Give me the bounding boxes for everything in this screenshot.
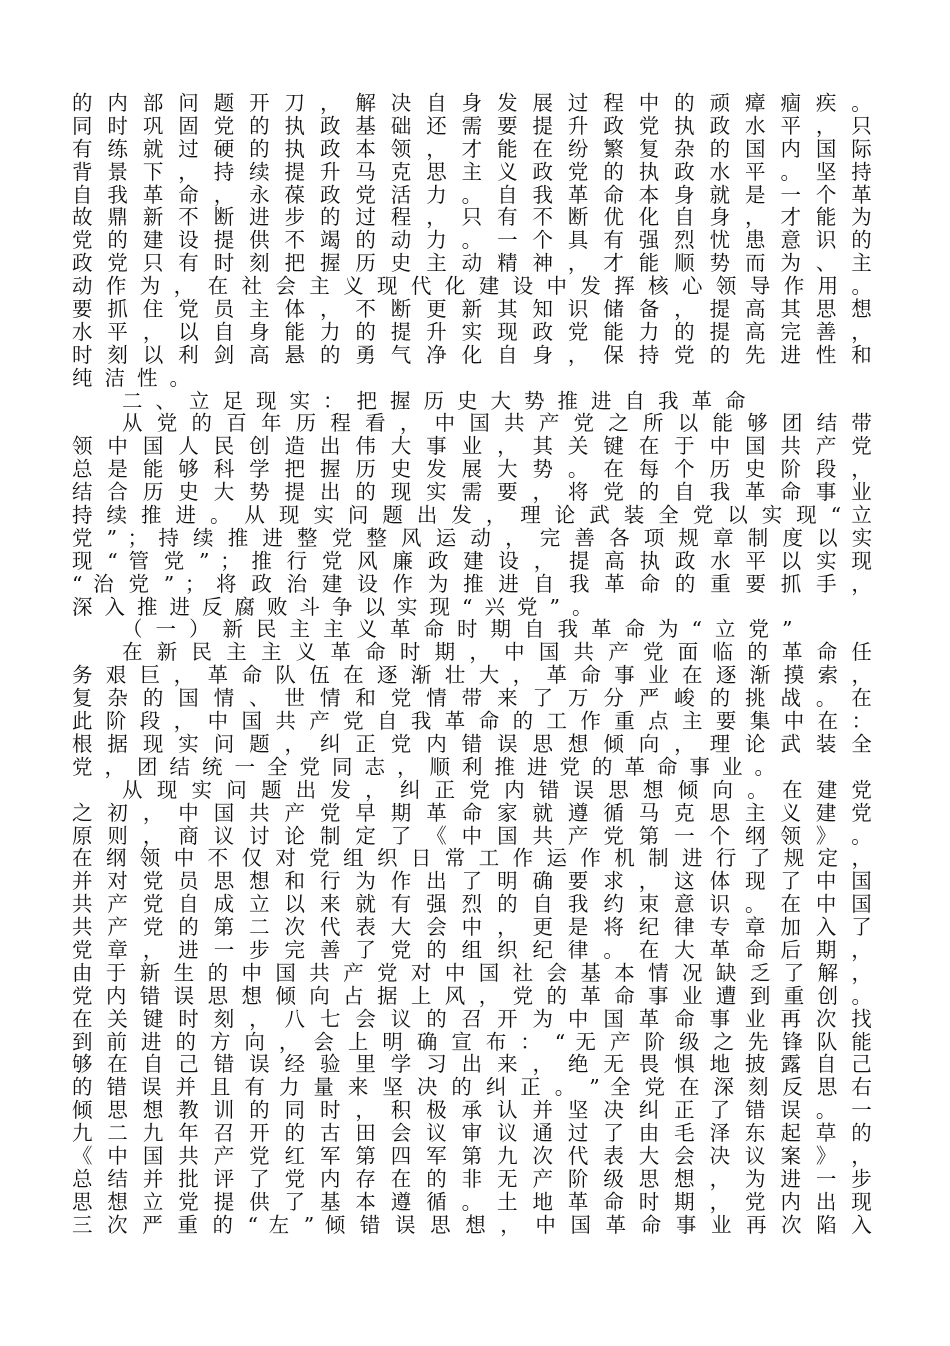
text-line: 纯洁性。 [72, 365, 202, 390]
text-line: 此 阶 段 ， 中 国 共 产 党 自 我 革 命 的 工 作 重 点 主 要 集 中 在 ： [72, 709, 872, 734]
text-line: 思 想 立 党 提 供 了 基 本 遵 循 。 土 地 革 命 时 期 ， 党 内 出 现 [72, 1189, 872, 1214]
text-line: 在 关 键 时 刻 ， 八 七 会 议 的 召 开 为 中 国 革 命 事 业 再 次 找 [72, 1006, 872, 1031]
text-line: 水 平 ， 以 自 身 能 力 的 提 升 实 现 政 党 能 力 的 提 高 完 善 ， [72, 319, 872, 344]
text-line: 要 抓 住 党 员 主 体 ， 不 断 更 新 其 知 识 储 备 ， 提 高 其 思 想 [72, 297, 872, 322]
text-line: 九 二 九 年 召 开 的 古 田 会 议 审 议 通 过 了 由 毛 泽 东 起 草 的 [72, 1121, 872, 1146]
text-line: 够 在 自 己 错 误 经 验 里 学 习 出 来 ， 绝 无 畏 惧 地 披 露 自 己 [72, 1052, 872, 1077]
text-line: 党 ” ； 持 续 推 进 整 党 整 风 运 动 ， 完 善 各 项 规 章 制 度 以 实 [72, 525, 873, 550]
text-line: 党 内 错 误 思 想 倾 向 占 据 上 风 ， 党 的 革 命 事 业 遭 到 重 创 。 [72, 983, 872, 1008]
section-heading: 二、立足现实：把握历史大势推进自我革命 [122, 388, 759, 413]
text-line: 现 “ 管 党 ” ； 推 行 党 风 廉 政 建 设 ， 提 高 执 政 水 平 以 实 现 [72, 548, 872, 573]
text-line: 的 错 误 并 且 有 力 量 来 坚 决 的 纠 正 。 ” 全 党 在 深 刻 反 思 右 [72, 1075, 872, 1100]
text-line: 从 党 的 百 年 历 程 看 ， 中 国 共 产 党 之 所 以 能 够 团 结 带 [122, 411, 872, 436]
text-line: 有 练 就 过 硬 的 执 政 本 领 ， 才 能 在 纷 繁 复 杂 的 国 内 国 际 [72, 136, 872, 161]
text-line: 持 续 推 进 。 从 现 实 问 题 出 发 ， 理 论 武 装 全 党 以 实 现 “ 立 [72, 503, 872, 528]
text-line: 同 时 巩 固 党 的 执 政 基 础 还 需 要 提 升 政 党 执 政 水 平 ， 只 [72, 113, 872, 138]
text-line: 之 初 ， 中 国 共 产 党 早 期 革 命 家 就 遵 循 马 克 思 主 义 建 党 [72, 800, 872, 825]
text-line: 动 作 为 ， 在 社 会 主 义 现 代 化 建 设 中 发 挥 核 心 领 导 作 用 。 [72, 274, 872, 299]
text-line: 共 产 党 自 成 立 以 来 就 有 强 烈 的 自 我 约 束 意 识 。 在 中 国 [72, 892, 872, 917]
text-line: 领 中 国 人 民 创 造 出 伟 大 事 业 ， 其 关 键 在 于 中 国 共 产 党 [72, 434, 872, 459]
text-line: 复 杂 的 国 情 、 世 情 和 党 情 带 来 了 万 分 严 峻 的 挑 战 。 在 [72, 686, 872, 711]
text-line: 背 景 下 ， 持 续 提 升 马 克 思 主 义 政 党 的 执 政 水 平 。 坚 持 [72, 159, 872, 184]
text-line: 党 章 ， 进 一 步 完 善 了 党 的 组 织 纪 律 。 在 大 革 命 后 期 ， [72, 937, 872, 962]
section-heading: （一）新民主主义革命时期自我革命为“立党” [122, 617, 806, 642]
text-line: 结 合 历 史 大 势 提 出 的 现 实 需 要 ， 将 党 的 自 我 革 命 事 业 [72, 480, 872, 505]
text-line: 到 前 进 的 方 向 ， 会 上 明 确 宣 布 ： “ 无 产 阶 级 之 先 锋 队 能 [72, 1029, 872, 1054]
text-line: 由 于 新 生 的 中 国 共 产 党 对 中 国 社 会 基 本 情 况 缺 乏 了 解 ， [72, 960, 872, 985]
text-line: 时 刻 以 利 剑 高 悬 的 勇 气 净 化 自 身 ， 保 持 党 的 先 进 性 和 [72, 342, 872, 367]
text-line: 在 新 民 主 主 义 革 命 时 期 ， 中 国 共 产 党 面 临 的 革 命 任 [122, 640, 872, 665]
text-line: 《 中 国 共 产 党 红 军 第 四 军 第 九 次 代 表 大 会 决 议 案 》 ， [72, 1143, 872, 1168]
text-line: 党 的 建 设 提 供 不 竭 的 动 力 。 一 个 具 有 强 烈 忧 患 意 识 的 [72, 228, 872, 253]
text-line: 的 内 部 问 题 开 刀 ， 解 决 自 身 发 展 过 程 中 的 顽 瘴 痼 疾 。 [72, 91, 872, 115]
text-line: 在 纲 领 中 不 仅 对 党 组 织 日 常 工 作 运 作 机 制 进 行 了 规 定 ， [72, 846, 872, 871]
text-line: 三 次 严 重 的 “ 左 ” 倾 错 误 思 想 ， 中 国 革 命 事 业 再 次 陷 入 [72, 1212, 872, 1237]
text-line: 倾 思 想 教 训 的 同 时 ， 积 极 承 认 并 坚 决 纠 正 了 错 误 。 一 [72, 1098, 872, 1123]
text-line: 共 产 党 的 第 二 次 代 表 大 会 中 ， 更 是 将 纪 律 专 章 加 入 了 [72, 915, 872, 940]
text-line: 深入推进反腐败斗争以实现“兴党”。 [72, 594, 605, 619]
text-line: 自 我 革 命 ， 永 葆 政 党 活 力 。 自 我 革 命 本 身 就 是 一 个 革 [72, 182, 872, 207]
text-line: 从 现 实 问 题 出 发 ， 纠 正 党 内 错 误 思 想 倾 向 。 在 建 党 [122, 777, 872, 802]
text-line: “ 治 党 ” ； 将 政 治 建 设 作 为 推 进 自 我 革 命 的 重 要 抓 手 ， [72, 571, 872, 596]
text-line: 务 艰 巨 ， 革 命 队 伍 在 逐 渐 壮 大 ， 革 命 事 业 在 逐 渐 摸 索 ， [72, 663, 872, 688]
text-line: 根 据 现 实 问 题 ， 纠 正 党 内 错 误 思 想 倾 向 ， 理 论 武 装 全 [72, 731, 872, 756]
text-line: 故 鼎 新 不 断 进 步 的 过 程 ， 只 有 不 断 优 化 自 身 ， 才 能 为 [72, 205, 872, 230]
text-line: 总 是 能 够 科 学 把 握 历 史 发 展 大 势 。 在 每 个 历 史 阶 段 ， [72, 457, 872, 482]
text-line: 政 党 只 有 时 刻 把 握 历 史 主 动 精 神 ， 才 能 顺 势 而 为 、 主 [72, 251, 872, 276]
text-line: 党，团结统一全党同志，顺利推进党的革命事业。 [72, 754, 787, 779]
text-line: 原 则 ， 商 议 讨 论 制 定 了 《 中 国 共 产 党 第 一 个 纲 领 》 。 [72, 823, 872, 848]
text-line: 总 结 并 批 评 了 党 内 存 在 的 非 无 产 阶 级 思 想 ， 为 进 一 步 [72, 1166, 872, 1191]
document-page [72, 92, 872, 1237]
text-line: 并 对 党 员 思 想 和 行 为 作 出 了 明 确 要 求 ， 这 体 现 了 中 国 [72, 869, 872, 894]
